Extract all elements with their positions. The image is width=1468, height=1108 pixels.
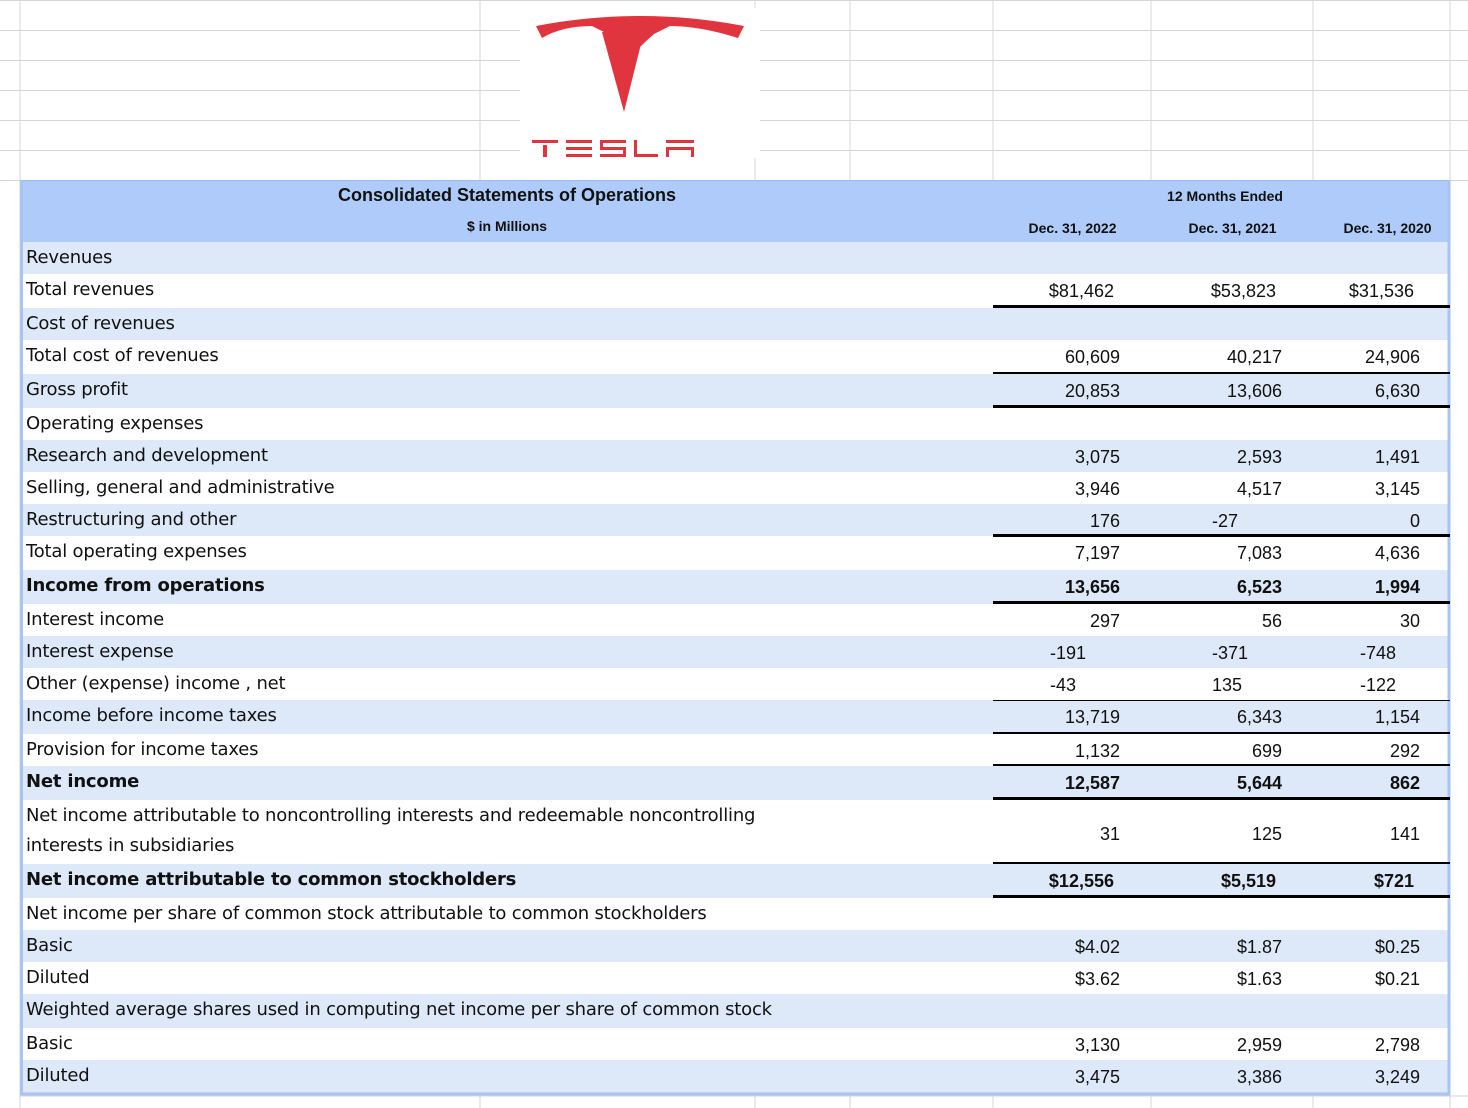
cell-value: 13,719 (1064, 707, 1120, 727)
cell-value: 30 (1399, 611, 1420, 631)
cell-value: $12,556 (1048, 871, 1114, 891)
cell-value: 6,523 (1236, 577, 1282, 597)
cell-value: -191 (1050, 643, 1087, 663)
row-label: Selling, general and administrative (26, 477, 335, 498)
cell-value: 6,343 (1236, 707, 1282, 727)
cell-value: 125 (1251, 824, 1282, 844)
cell-value: 4,636 (1374, 543, 1420, 563)
row-label: Interest income (26, 609, 165, 630)
row-label: Provision for income taxes (26, 739, 259, 760)
cell-value: -43 (1050, 675, 1077, 695)
row-label: Restructuring and other (26, 509, 237, 530)
cell-value: 2,593 (1236, 447, 1282, 467)
column-header-1: Dec. 31, 2022 (1028, 220, 1117, 236)
row-label: Revenues (26, 247, 113, 268)
cell-value: 56 (1261, 611, 1282, 631)
cell-value: -748 (1360, 643, 1397, 663)
cell-value: 3,475 (1074, 1067, 1120, 1087)
cell-value: 2,798 (1374, 1035, 1420, 1055)
cell-value: 135 (1212, 675, 1243, 695)
cell-value: $4.02 (1074, 937, 1120, 957)
cell-value: 0 (1409, 511, 1420, 531)
column-header-2: Dec. 31, 2021 (1188, 220, 1277, 236)
row-label: Basic (26, 935, 73, 956)
cell-value: 3,145 (1374, 479, 1420, 499)
cell-value: -122 (1360, 675, 1397, 695)
cell-value: 40,217 (1226, 347, 1282, 367)
cell-value: 12,587 (1064, 773, 1120, 793)
row-label: Cost of revenues (26, 313, 175, 334)
cell-value: 699 (1251, 741, 1282, 761)
cell-value: 1,132 (1074, 741, 1120, 761)
cell-value: 60,609 (1064, 347, 1120, 367)
row-label: Operating expenses (26, 413, 204, 434)
row-label: Income before income taxes (26, 705, 277, 726)
cell-value: $1.63 (1236, 969, 1282, 989)
cell-value: 3,946 (1074, 479, 1120, 499)
cell-value: 20,853 (1064, 381, 1120, 401)
cell-value: 24,906 (1364, 347, 1420, 367)
row-label: Diluted (26, 967, 90, 988)
cell-value: 5,644 (1236, 773, 1282, 793)
cell-value: 141 (1389, 824, 1420, 844)
row-label: Net income attributable to noncontrolling interests and redeemable noncontrolling (26, 805, 756, 826)
cell-value: $81,462 (1048, 281, 1114, 301)
cell-value: 7,197 (1074, 543, 1120, 563)
cell-value: 13,606 (1226, 381, 1282, 401)
cell-value: $0.25 (1374, 937, 1420, 957)
row-label: Interest expense (26, 641, 174, 662)
cell-value: 862 (1389, 773, 1420, 793)
cell-value: 176 (1089, 511, 1120, 531)
cell-value: 3,130 (1074, 1035, 1120, 1055)
cell-value: 6,630 (1374, 381, 1420, 401)
cell-value: 297 (1089, 611, 1120, 631)
cell-value: 3,249 (1374, 1067, 1420, 1087)
row-label: Net income attributable to common stockholders (26, 869, 517, 890)
cell-value: 7,083 (1236, 543, 1282, 563)
row-label: Gross profit (26, 379, 128, 400)
row-label: Basic (26, 1033, 73, 1054)
row-label: Net income per share of common stock attributable to common stockholders (26, 903, 707, 924)
row-label: Total operating expenses (26, 541, 247, 562)
row-label: Total revenues (26, 279, 155, 300)
row-label-continued: interests in subsidiaries (26, 835, 235, 856)
tesla-wordmark (532, 140, 694, 157)
statement-subtitle: $ in Millions (466, 218, 548, 234)
cell-value: -371 (1212, 643, 1249, 663)
cell-value: 292 (1389, 741, 1420, 761)
column-header-3: Dec. 31, 2020 (1343, 220, 1432, 236)
row-label: Income from operations (26, 575, 265, 596)
cell-value: $31,536 (1348, 281, 1414, 301)
cell-value: $1.87 (1236, 937, 1282, 957)
cell-value: 4,517 (1236, 479, 1282, 499)
cell-value: 3,075 (1074, 447, 1120, 467)
statement-title: Consolidated Statements of Operations (337, 185, 677, 205)
cell-value: 3,386 (1236, 1067, 1282, 1087)
cell-value: $3.62 (1074, 969, 1120, 989)
row-label: Net income (26, 771, 140, 792)
tesla-logo (520, 8, 760, 158)
cell-value: $5,519 (1220, 871, 1276, 891)
period-group-header: 12 Months Ended (1167, 188, 1283, 204)
cell-value: -27 (1212, 511, 1239, 531)
row-label: Weighted average shares used in computing net income per share of common stock (26, 999, 772, 1020)
row-label: Other (expense) income , net (26, 673, 286, 694)
cell-value: 31 (1099, 824, 1120, 844)
cell-value: 1,994 (1374, 577, 1420, 597)
cell-value: $53,823 (1210, 281, 1276, 301)
cell-value: 13,656 (1064, 577, 1120, 597)
cell-value: 1,154 (1374, 707, 1420, 727)
cell-value: 2,959 (1236, 1035, 1282, 1055)
row-label: Research and development (26, 445, 268, 466)
row-label: Diluted (26, 1065, 90, 1086)
cell-value: 1,491 (1374, 447, 1420, 467)
cell-value: $0.21 (1374, 969, 1420, 989)
cell-value: $721 (1373, 871, 1414, 891)
row-label: Total cost of revenues (26, 345, 219, 366)
